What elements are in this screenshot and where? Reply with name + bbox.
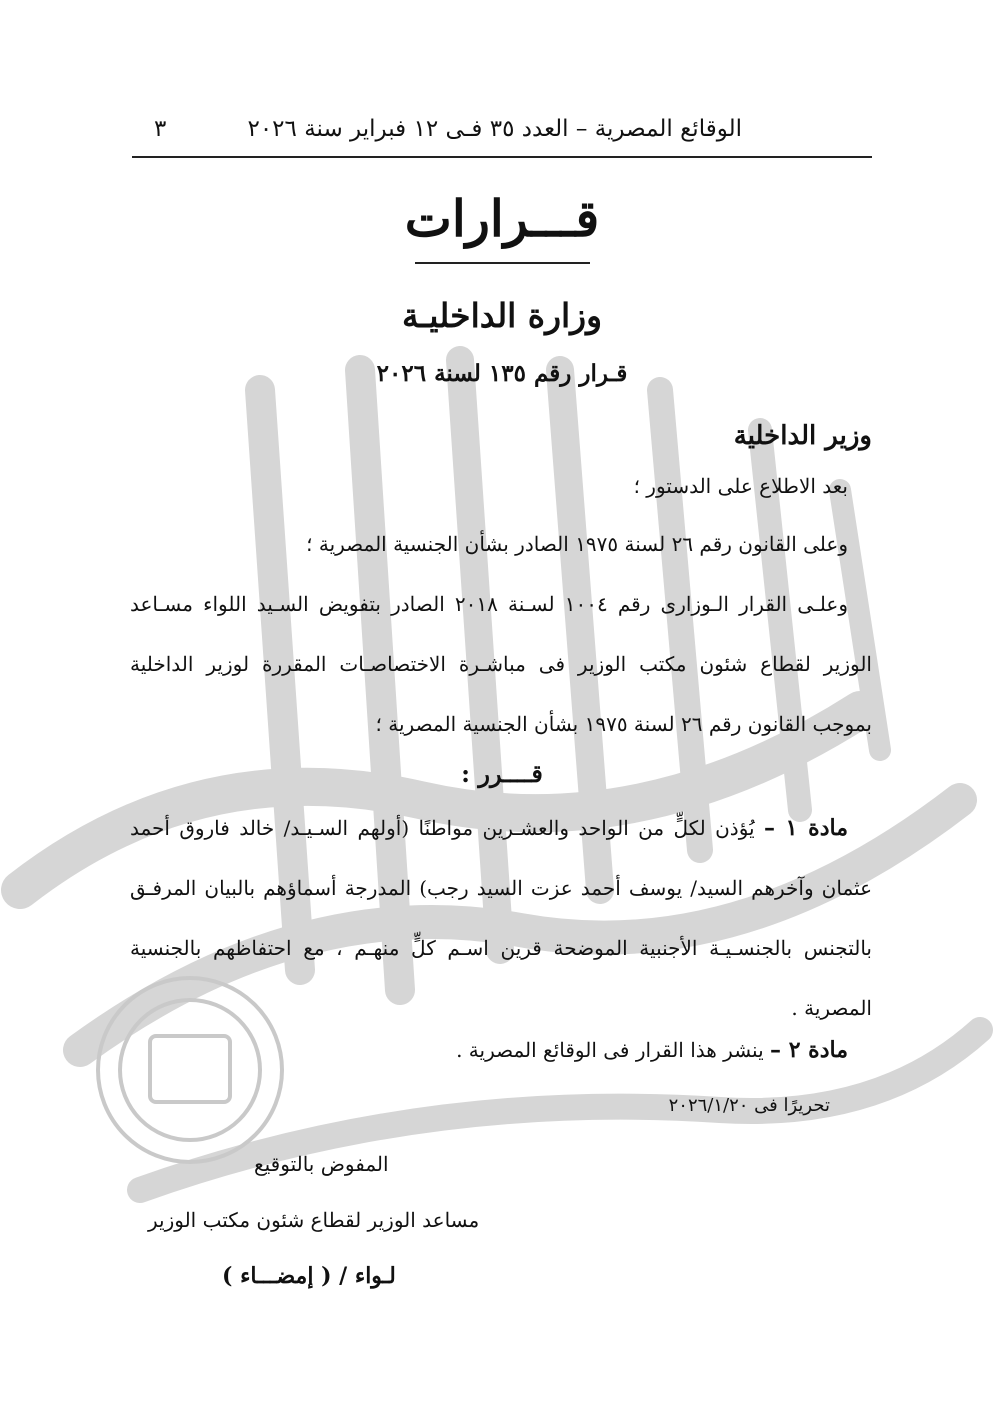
article-2-label: مادة ٢ – <box>770 1037 848 1063</box>
signature-position-line: مساعد الوزير لقطاع شئون مكتب الوزير <box>148 1208 480 1232</box>
page-header <box>132 112 872 158</box>
section-title-underline <box>415 262 590 264</box>
issue-date: تحريرًا فى ٢٠٢٦/١/٢٠ <box>668 1095 830 1116</box>
article-1 <box>130 798 872 1038</box>
preamble-constitution: بعد الاطلاع على الدستور ؛ <box>633 474 848 498</box>
decreed-heading: قــــرر : <box>461 759 543 788</box>
preamble-delegation-decision: وعلـى القرار الـوزارى رقم ١٠٠٤ لسـنة ٢٠١٨ الصادر بتفويض السـيد اللواء مسـاعد الوزير لقطاع شئون مكتب الوزير فى مباشـرة الاختصاصـات المقررة لوزير الداخلية بموجب القانون رقم ٢٦ لسنة ١٩٧٥ بشأن الجنسية المصرية ؛ <box>130 592 872 736</box>
decision-number: قـرار رقم ١٣٥ لسنة ٢٠٢٦ <box>376 360 628 387</box>
preamble-nationality-law: وعلى القانون رقم ٢٦ لسنة ١٩٧٥ الصادر بشأن الجنسية المصرية ؛ <box>306 532 848 556</box>
header-title: الوقائع المصرية – العدد ٣٥ فـى ١٢ فبراير سنة ٢٠٢٦ <box>247 116 742 142</box>
ministry-name: وزارة الداخليـة <box>401 296 603 335</box>
signature-delegate-line: المفوض بالتوقيع <box>254 1152 389 1176</box>
article-1-text: يُؤذن لكلٍّ من الواحد والعشـرين مواطنًا (أولهم السـيـد/ خالد فاروق أحمد عثمان وآخرهم السيد/ يوسف أحمد عزت السيد رجب) المدرجة أسماؤهم بالبيان المرفـق بالتجنس بالجنسـيـة الأجنبية الموضحة قرين اسـم كلٍّ منهـم ، مع احتفاظهم بالجنسية المصرية . <box>130 816 872 1020</box>
article-2 <box>456 1030 848 1070</box>
section-title: قـــرارات <box>404 189 600 248</box>
article-1-label: مادة ١ – <box>763 815 848 841</box>
article-2-text: ينشر هذا القرار فى الوقائع المصرية . <box>456 1038 764 1062</box>
issuer-title: وزير الداخلية <box>733 421 872 451</box>
signature-name-line: لـواء / ( إمضـــاء ) <box>222 1263 396 1289</box>
page-number: ٣ <box>154 116 167 142</box>
